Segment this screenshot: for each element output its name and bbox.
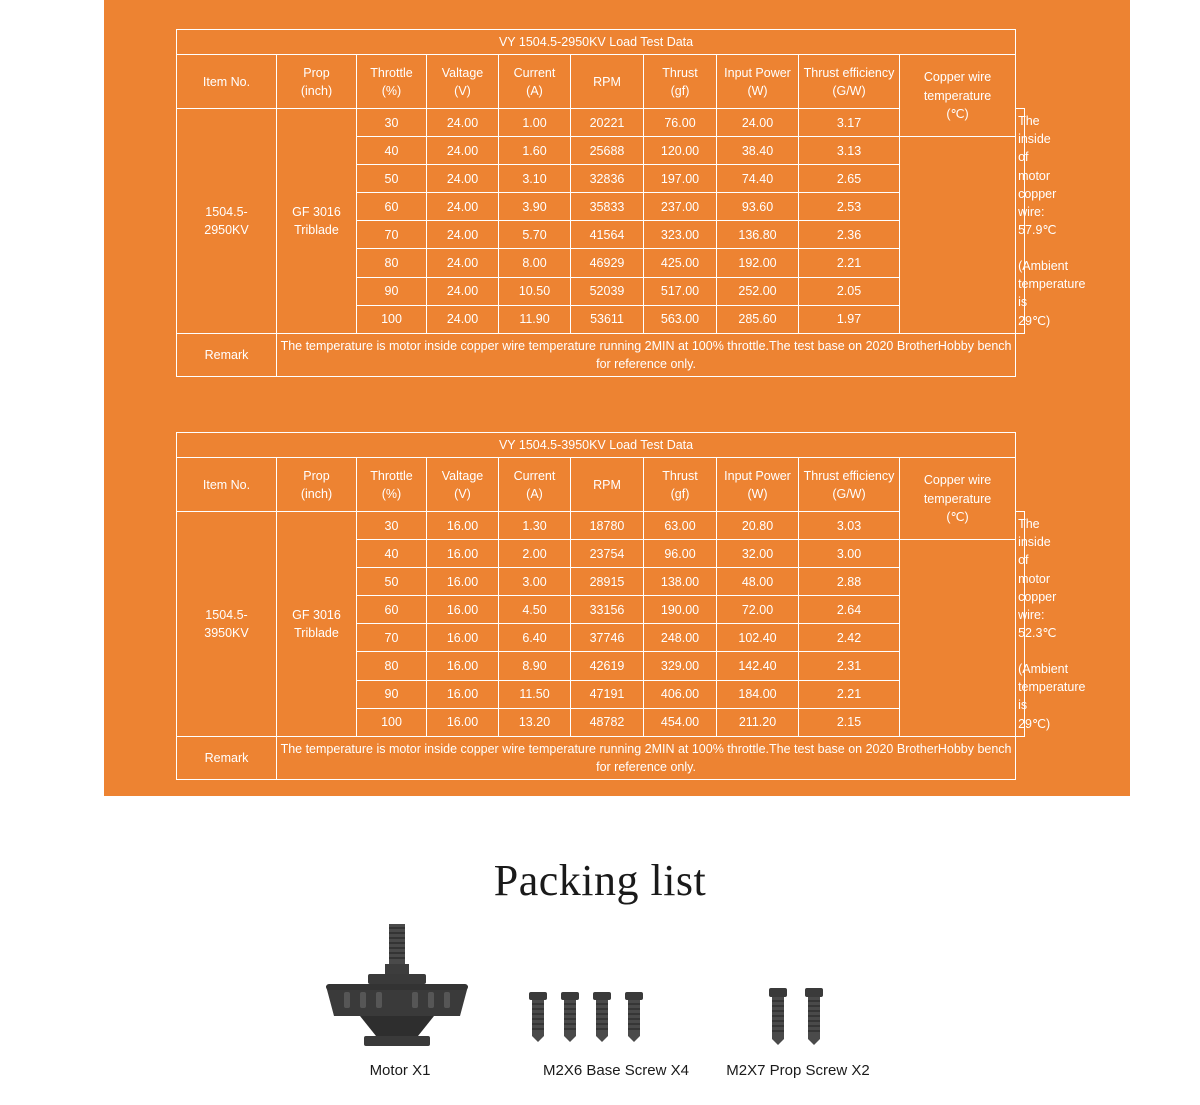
- header-thrust-efficiency: [799, 458, 900, 512]
- header-power-line1: Input Power: [724, 65, 791, 80]
- cell-power: 184.00: [717, 680, 799, 708]
- cell-voltage: 16.00: [427, 680, 499, 708]
- copper-note-line5: (Ambient: [1018, 662, 1069, 677]
- cell-current: 1.60: [499, 137, 571, 165]
- cell-thrust: 120.00: [644, 137, 717, 165]
- prop-line1: GF 3016: [292, 607, 341, 622]
- cell-efficiency: 1.97: [799, 305, 900, 333]
- cell-current: 3.90: [499, 193, 571, 221]
- cell-rpm: 48782: [571, 708, 644, 736]
- cell-efficiency: 2.42: [799, 624, 900, 652]
- cell-current: 13.20: [499, 708, 571, 736]
- cell-voltage: 24.00: [427, 137, 499, 165]
- cell-voltage: 16.00: [427, 568, 499, 596]
- header-thrust-efficiency: [799, 55, 900, 109]
- cell-power: 72.00: [717, 596, 799, 624]
- cell-power: 24.00: [717, 109, 799, 137]
- header-power-line1: Input Power: [724, 468, 791, 483]
- cell-voltage: 24.00: [427, 165, 499, 193]
- header-eff-line2: (G/W): [832, 83, 866, 98]
- cell-thrust: 76.00: [644, 109, 717, 137]
- copper-note-line6: temperature is: [1018, 277, 1086, 310]
- cell-item-no: [177, 512, 277, 737]
- copper-note-line3: wire:: [1018, 204, 1045, 219]
- header-item-no: Item No.: [177, 55, 277, 109]
- cell-current: 10.50: [499, 277, 571, 305]
- cell-efficiency: 2.05: [799, 277, 900, 305]
- header-input-power: [717, 458, 799, 512]
- prop-screws-caption: M2X7 Prop Screw X2: [726, 1062, 870, 1079]
- cell-rpm: 46929: [571, 249, 644, 277]
- cell-efficiency: 3.13: [799, 137, 900, 165]
- cell-voltage: 16.00: [427, 652, 499, 680]
- cell-power: 20.80: [717, 512, 799, 540]
- cell-thrust: 96.00: [644, 540, 717, 568]
- cell-throttle: 30: [357, 109, 427, 137]
- cell-rpm: 18780: [571, 512, 644, 540]
- cell-efficiency: 2.31: [799, 652, 900, 680]
- prop-line1: GF 3016: [292, 204, 341, 219]
- cell-throttle: 40: [357, 137, 427, 165]
- cell-efficiency: 2.65: [799, 165, 900, 193]
- base-screws-caption: M2X6 Base Screw X4: [543, 1062, 689, 1079]
- cell-current: 3.00: [499, 568, 571, 596]
- header-voltage-line2: (V): [454, 486, 471, 501]
- motor-caption: Motor X1: [369, 1062, 431, 1079]
- item-no-line1: 1504.5-: [205, 607, 248, 622]
- cell-throttle: 50: [357, 165, 427, 193]
- cell-voltage: 24.00: [427, 109, 499, 137]
- table-title-row: [177, 30, 1025, 55]
- cell-current: 2.00: [499, 540, 571, 568]
- cell-rpm: 41564: [571, 221, 644, 249]
- table-title: VY 1504.5-2950KV Load Test Data: [177, 30, 1016, 55]
- header-thrust-line1: Thrust: [662, 65, 698, 80]
- header-prop: [277, 458, 357, 512]
- header-eff-line1: Thrust efficiency: [803, 65, 895, 80]
- header-current-line1: Current: [513, 65, 556, 80]
- cell-power: 32.00: [717, 540, 799, 568]
- header-rpm: RPM: [571, 55, 644, 109]
- header-copper-line2: temperature: [923, 88, 992, 103]
- remark-text: The temperature is motor inside copper wire temperature running 2MIN at 100% throttle.The test base on 2020 BrotherHobby bench for reference only.: [277, 333, 1016, 376]
- cell-current: 1.30: [499, 512, 571, 540]
- header-copper-line3: (℃): [946, 509, 969, 524]
- header-throttle: [357, 55, 427, 109]
- cell-voltage: 24.00: [427, 221, 499, 249]
- copper-note-line1: The inside of: [1018, 114, 1051, 165]
- cell-voltage: 16.00: [427, 708, 499, 736]
- cell-throttle: 40: [357, 540, 427, 568]
- cell-rpm: 32836: [571, 165, 644, 193]
- header-copper-temperature: [900, 55, 1016, 137]
- cell-throttle: 80: [357, 249, 427, 277]
- table-title-row: [177, 433, 1025, 458]
- cell-throttle: 70: [357, 624, 427, 652]
- cell-throttle: 100: [357, 708, 427, 736]
- packing-item-motor: [300, 920, 500, 1080]
- cell-throttle: 60: [357, 596, 427, 624]
- load-test-table-2950kv: [176, 29, 1086, 377]
- cell-throttle: 90: [357, 277, 427, 305]
- copper-note-line2: motor copper: [1018, 571, 1057, 604]
- packing-item-prop-screws: [678, 920, 918, 1080]
- cell-efficiency: 3.00: [799, 540, 900, 568]
- copper-note-line3: wire:: [1018, 607, 1045, 622]
- header-prop-line1: Prop: [303, 468, 330, 483]
- header-throttle-line1: Throttle: [370, 468, 413, 483]
- cell-power: 102.40: [717, 624, 799, 652]
- cell-voltage: 24.00: [427, 277, 499, 305]
- header-throttle-line2: (%): [381, 83, 402, 98]
- cell-power: 74.40: [717, 165, 799, 193]
- prop-screw-icon: [678, 920, 918, 1060]
- cell-rpm: 42619: [571, 652, 644, 680]
- cell-throttle: 60: [357, 193, 427, 221]
- table-row: [177, 512, 1025, 540]
- header-prop-line2: (inch): [300, 486, 333, 501]
- table-header-row: [177, 55, 1025, 109]
- cell-current: 1.00: [499, 109, 571, 137]
- cell-prop: [277, 109, 357, 334]
- cell-voltage: 24.00: [427, 249, 499, 277]
- cell-prop: [277, 512, 357, 737]
- cell-rpm: 25688: [571, 137, 644, 165]
- prop-screws-illustration: [678, 920, 918, 1060]
- cell-thrust: 454.00: [644, 708, 717, 736]
- spec-table: [176, 29, 1086, 377]
- copper-note-line7: 29℃): [1018, 716, 1051, 731]
- header-throttle-line2: (%): [381, 486, 402, 501]
- cell-efficiency: 2.88: [799, 568, 900, 596]
- cell-rpm: 47191: [571, 680, 644, 708]
- header-voltage-line1: Valtage: [441, 468, 484, 483]
- cell-item-no: [177, 109, 277, 334]
- cell-thrust: 197.00: [644, 165, 717, 193]
- remark-row: [177, 333, 1025, 376]
- cell-thrust: 323.00: [644, 221, 717, 249]
- cell-current: 11.90: [499, 305, 571, 333]
- header-voltage: [427, 55, 499, 109]
- item-no-line2: 3950KV: [204, 625, 249, 640]
- load-test-table-3950kv: [176, 432, 1086, 780]
- header-rpm: RPM: [571, 458, 644, 512]
- cell-voltage: 24.00: [427, 193, 499, 221]
- header-thrust: [644, 458, 717, 512]
- cell-thrust: 138.00: [644, 568, 717, 596]
- cell-current: 11.50: [499, 680, 571, 708]
- cell-voltage: 16.00: [427, 624, 499, 652]
- copper-note-line7: 29℃): [1018, 313, 1051, 328]
- remark-label: Remark: [177, 736, 277, 779]
- spec-table: [176, 432, 1086, 780]
- cell-power: 252.00: [717, 277, 799, 305]
- cell-efficiency: 2.21: [799, 249, 900, 277]
- copper-note-line4: 52.3℃: [1018, 625, 1057, 640]
- header-item-no: Item No.: [177, 458, 277, 512]
- header-input-power: [717, 55, 799, 109]
- cell-power: 192.00: [717, 249, 799, 277]
- header-prop-line1: Prop: [303, 65, 330, 80]
- header-current-line2: (A): [526, 486, 543, 501]
- cell-power: 142.40: [717, 652, 799, 680]
- cell-throttle: 50: [357, 568, 427, 596]
- cell-thrust: 563.00: [644, 305, 717, 333]
- cell-thrust: 406.00: [644, 680, 717, 708]
- cell-current: 4.50: [499, 596, 571, 624]
- cell-rpm: 23754: [571, 540, 644, 568]
- cell-rpm: 37746: [571, 624, 644, 652]
- cell-thrust: 63.00: [644, 512, 717, 540]
- cell-rpm: 28915: [571, 568, 644, 596]
- cell-rpm: 35833: [571, 193, 644, 221]
- copper-note-line4: 57.9℃: [1018, 222, 1057, 237]
- header-voltage-line2: (V): [454, 83, 471, 98]
- cell-thrust: 237.00: [644, 193, 717, 221]
- cell-rpm: 53611: [571, 305, 644, 333]
- header-eff-line2: (G/W): [832, 486, 866, 501]
- header-throttle: [357, 458, 427, 512]
- cell-voltage: 16.00: [427, 596, 499, 624]
- cell-rpm: 33156: [571, 596, 644, 624]
- header-copper-line3: (℃): [946, 106, 969, 121]
- cell-efficiency: 2.21: [799, 680, 900, 708]
- cell-rpm: 20221: [571, 109, 644, 137]
- cell-efficiency: 3.17: [799, 109, 900, 137]
- header-prop-line2: (inch): [300, 83, 333, 98]
- cell-voltage: 16.00: [427, 512, 499, 540]
- header-throttle-line1: Throttle: [370, 65, 413, 80]
- copper-note-line1: The inside of: [1018, 517, 1051, 568]
- cell-copper-note: [1016, 109, 1086, 334]
- cell-efficiency: 2.15: [799, 708, 900, 736]
- cell-throttle: 100: [357, 305, 427, 333]
- header-thrust-line1: Thrust: [662, 468, 698, 483]
- cell-thrust: 329.00: [644, 652, 717, 680]
- cell-throttle: 80: [357, 652, 427, 680]
- header-current: [499, 55, 571, 109]
- copper-note-line5: (Ambient: [1018, 259, 1069, 274]
- header-current-line1: Current: [513, 468, 556, 483]
- header-current-line2: (A): [526, 83, 543, 98]
- header-thrust: [644, 55, 717, 109]
- cell-thrust: 425.00: [644, 249, 717, 277]
- remark-text: The temperature is motor inside copper wire temperature running 2MIN at 100% throttle.The test base on 2020 BrotherHobby bench for reference only.: [277, 736, 1016, 779]
- cell-efficiency: 2.64: [799, 596, 900, 624]
- cell-thrust: 190.00: [644, 596, 717, 624]
- motor-illustration: [300, 920, 500, 1060]
- cell-current: 6.40: [499, 624, 571, 652]
- cell-copper-note: [1016, 512, 1086, 737]
- cell-rpm: 52039: [571, 277, 644, 305]
- header-power-line2: (W): [747, 83, 768, 98]
- header-prop: [277, 55, 357, 109]
- cell-current: 8.00: [499, 249, 571, 277]
- header-voltage: [427, 458, 499, 512]
- table-row: [177, 109, 1025, 137]
- cell-voltage: 16.00: [427, 540, 499, 568]
- cell-throttle: 30: [357, 512, 427, 540]
- table-header-row: [177, 458, 1025, 512]
- cell-power: 285.60: [717, 305, 799, 333]
- header-copper-temperature: [900, 458, 1016, 540]
- header-copper-line2: temperature: [923, 491, 992, 506]
- prop-screws-caption-wrap: [678, 1062, 918, 1080]
- motor-caption-wrap: [300, 1062, 500, 1080]
- cell-current: 8.90: [499, 652, 571, 680]
- cell-efficiency: 2.36: [799, 221, 900, 249]
- cell-throttle: 70: [357, 221, 427, 249]
- copper-note-line6: temperature is: [1018, 680, 1086, 713]
- header-power-line2: (W): [747, 486, 768, 501]
- cell-efficiency: 3.03: [799, 512, 900, 540]
- item-no-line2: 2950KV: [204, 222, 249, 237]
- cell-power: 93.60: [717, 193, 799, 221]
- cell-power: 38.40: [717, 137, 799, 165]
- cell-current: 5.70: [499, 221, 571, 249]
- cell-throttle: 90: [357, 680, 427, 708]
- cell-current: 3.10: [499, 165, 571, 193]
- cell-power: 136.80: [717, 221, 799, 249]
- cell-thrust: 248.00: [644, 624, 717, 652]
- header-voltage-line1: Valtage: [441, 65, 484, 80]
- cell-power: 211.20: [717, 708, 799, 736]
- header-thrust-line2: (gf): [670, 83, 690, 98]
- header-copper-line1: Copper wire: [923, 473, 992, 488]
- cell-efficiency: 2.53: [799, 193, 900, 221]
- remark-row: [177, 736, 1025, 779]
- header-copper-line1: Copper wire: [923, 70, 992, 85]
- table-title: VY 1504.5-3950KV Load Test Data: [177, 433, 1016, 458]
- packing-list-items: [300, 920, 920, 1090]
- cell-thrust: 517.00: [644, 277, 717, 305]
- prop-line2: Triblade: [294, 222, 339, 237]
- item-no-line1: 1504.5-: [205, 204, 248, 219]
- header-current: [499, 458, 571, 512]
- header-eff-line1: Thrust efficiency: [803, 468, 895, 483]
- remark-label: Remark: [177, 333, 277, 376]
- cell-power: 48.00: [717, 568, 799, 596]
- motor-icon: [300, 920, 500, 1060]
- copper-note-line2: motor copper: [1018, 168, 1057, 201]
- packing-list-title: Packing list: [493, 856, 707, 905]
- header-thrust-line2: (gf): [670, 486, 690, 501]
- cell-voltage: 24.00: [427, 305, 499, 333]
- prop-line2: Triblade: [294, 625, 339, 640]
